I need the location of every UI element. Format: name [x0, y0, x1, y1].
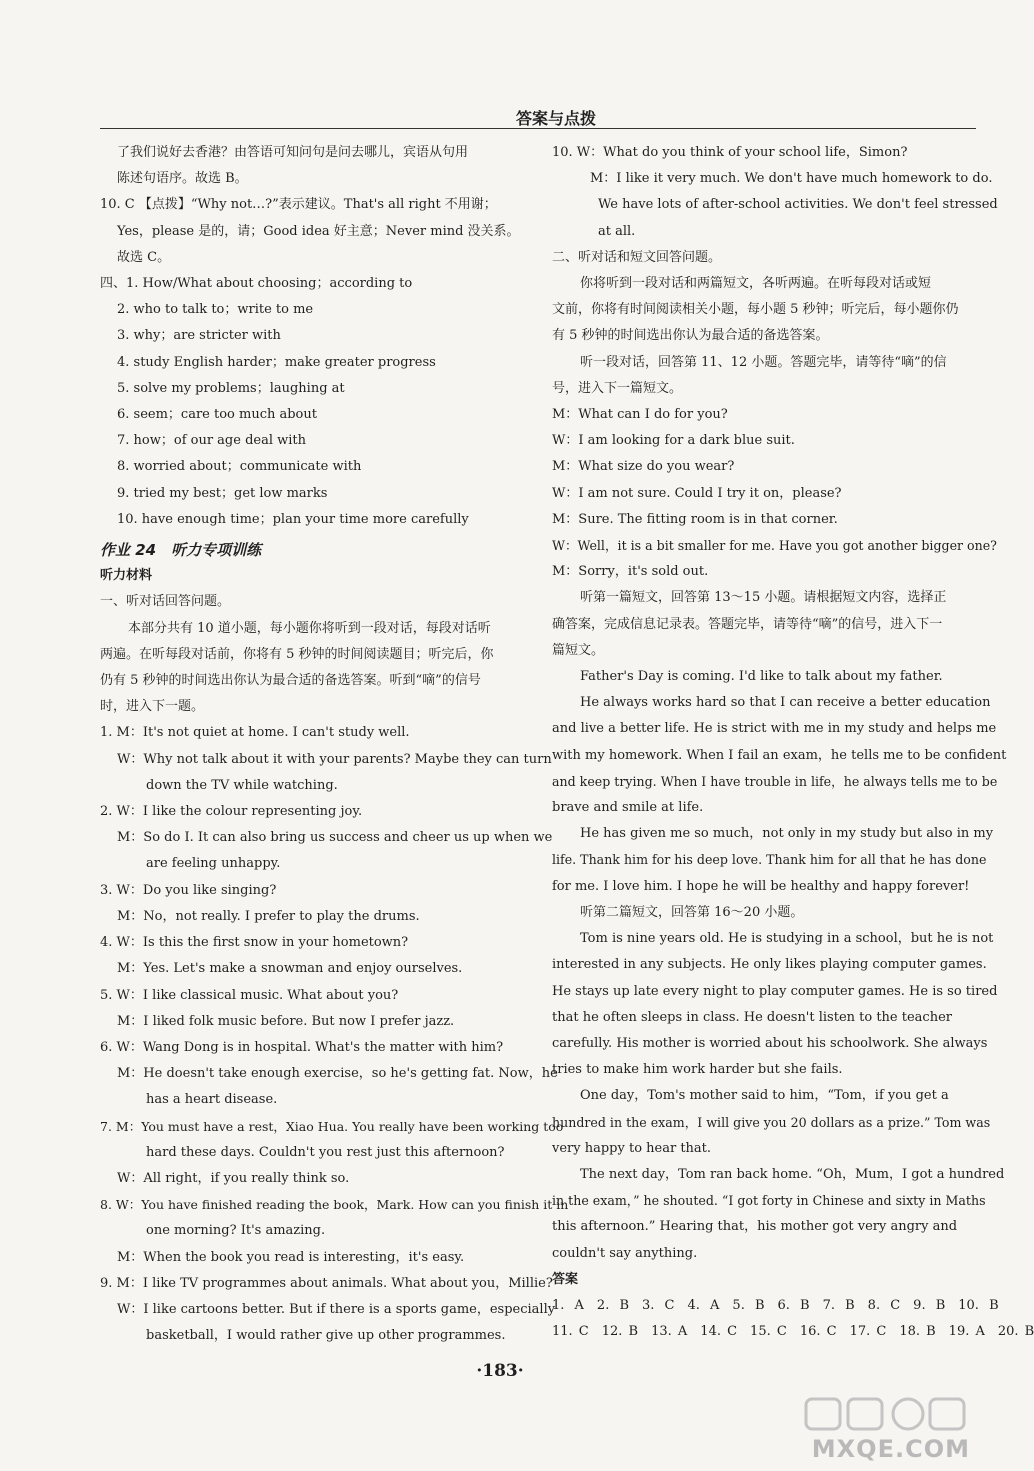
dialogue-line: W：I like cartoons better. But if there is a sports game，especially	[117, 1301, 556, 1317]
dialogue-line: 9. M：I like TV programmes about animals. What about you，Millie?	[100, 1275, 553, 1291]
passage-line: One day，Tom's mother said to him，“Tom，if you get a	[580, 1088, 949, 1104]
dialogue-line: 5. W：I like classical music. What about you?	[100, 987, 399, 1003]
left-column	[100, 140, 569, 1349]
text-line: 2. who to talk to；write to me	[117, 302, 314, 318]
dialogue-line: 6. W：Wang Dong is in hospital. What's the matter with him?	[100, 1039, 504, 1055]
dialogue-line: M：Yes. Let's make a snowman and enjoy ourselves.	[117, 961, 463, 977]
dialogue-line: We have lots of after-school activities. We don't feel stressed	[598, 197, 998, 213]
dialogue-line: hard these days. Couldn't you rest just this afternoon?	[146, 1144, 505, 1160]
passage-line: very happy to hear that.	[552, 1140, 712, 1156]
dialogue-line: M：I like it very much. We don't have much homework to do.	[590, 171, 993, 187]
passage-line: The next day，Tom ran back home. “Oh，Mum，I got a hundred	[580, 1166, 1005, 1182]
dialogue-line: W：All right，if you really think so.	[117, 1170, 350, 1186]
passage-line: He stays up late every night to play computer games. He is so tired	[552, 983, 998, 999]
passage-line: life. Thank him for his deep love. Thank him for all that he has done	[552, 852, 987, 868]
text-line: 文前，你将有时间阅读相关小题，每小题 5 秒钟；听完后，每小题你仍	[552, 302, 959, 318]
dialogue-line: 10. W：What do you think of your school life，Simon?	[552, 145, 908, 160]
section-title: 作业 24 听力专项训练	[100, 541, 262, 560]
dialogue-line: 8. W：You have finished reading the book，Mark. How can you finish it in	[100, 1197, 569, 1213]
dialogue-line: W：Why not talk about it with your parents? Maybe they can turn	[117, 751, 552, 767]
dialogue-line: 7. M：You must have a rest，Xiao Hua. You really have been working too	[100, 1118, 564, 1134]
passage-line: hundred in the exam，I will give you 20 dollars as a prize.” Tom was	[552, 1114, 991, 1130]
dialogue-line: M：No，not really. I prefer to play the drums.	[117, 908, 420, 924]
passage-line: tries to make him work harder but she fails.	[552, 1062, 843, 1078]
text-line: 确答案，完成信息记录表。答题完毕，请等待“嘀”的信号，进入下一	[552, 616, 943, 632]
dialogue-line: basketball，I would rather give up other programmes.	[146, 1328, 506, 1344]
dialogue-line: 2. W：I like the colour representing joy.	[100, 804, 363, 820]
text-line: 故选 C。	[117, 249, 171, 265]
passage-line: this afternoon.” Hearing that，his mother got very angry and	[552, 1219, 958, 1235]
dialogue-line: W：I am looking for a dark blue suit.	[552, 433, 795, 449]
passage-line: that he often sleeps in class. He doesn't listen to the teacher	[552, 1009, 952, 1025]
text-line: 听一段对话，回答第 11、12 小题。答题完毕，请等待“嘀”的信	[580, 354, 947, 370]
passage-line: couldn't say anything.	[552, 1245, 698, 1261]
text-line: 4. study English harder；make greater progress	[117, 354, 436, 370]
part1-title: 一、听对话回答问题。	[100, 594, 231, 610]
text-line: 7. how；of our age deal with	[117, 433, 307, 449]
dialogue-line: M：What can I do for you?	[552, 407, 728, 423]
text-line: 篇短文。	[552, 642, 605, 658]
header-title: 答案与点拨	[515, 109, 596, 128]
material-label: 听力材料	[100, 568, 153, 584]
text-line: 10. C 【点拨】“Why not…?”表示建议。That's all right 不用谢；	[100, 197, 497, 213]
dialogue-line: W：I am not sure. Could I try it on，please?	[552, 485, 842, 501]
dialogue-line: 4. W：Is this the first snow in your hometown?	[100, 935, 409, 951]
passage-line: brave and smile at life.	[552, 800, 704, 816]
dialogue-line: are feeling unhappy.	[146, 856, 281, 872]
text-line: 四、1. How/What about choosing；according to	[100, 276, 413, 292]
dialogue-line: M：I liked folk music before. But now I prefer jazz.	[117, 1013, 455, 1029]
dialogue-line: 1. M：It's not quiet at home. I can't study well.	[100, 725, 410, 741]
dialogue-line: M：So do I. It can also bring us success and cheer us up when we	[117, 830, 553, 846]
text-line: 有 5 秒钟的时间选出你认为最合适的备选答案。	[552, 328, 829, 344]
text-line: 了我们说好去香港？由答语可知问句是问去哪儿，宾语从句用	[117, 145, 469, 160]
passage-line: Tom is nine years old. He is studying in a school，but he is not	[580, 931, 994, 947]
answer-row: 11. C 12. B 13. A 14. C 15. C 16. C 17. C 18. B 19. A 20. B	[552, 1324, 1034, 1340]
text-line: 8. worried about；communicate with	[117, 459, 362, 475]
watermark-text: MXQE.COM	[811, 1435, 970, 1463]
dialogue-line: M：Sure. The fitting room is in that corner.	[552, 511, 838, 527]
right-column	[552, 140, 1034, 1345]
text-line: 时，进入下一题。	[100, 699, 205, 715]
text-line: 3. why；are stricter with	[117, 328, 281, 344]
answer-row: 1. A 2. B 3. C 4. A 5. B 6. B 7. B 8. C 9. B 10. B	[552, 1297, 999, 1313]
text-line: 听第一篇短文，回答第 13～15 小题。请根据短文内容，选择正	[580, 590, 947, 606]
passage-line: interested in any subjects. He only likes playing computer games.	[552, 957, 987, 973]
text-line: 仍有 5 秒钟的时间选出你认为最合适的备选答案。听到“嘀”的信号	[100, 673, 481, 689]
answers-label: 答案	[552, 1271, 579, 1287]
passage-line: and keep trying. When I have trouble in life，he always tells me to be	[552, 773, 998, 789]
text-line: 你将听到一段对话和两篇短文，各听两遍。在听每段对话或短	[580, 276, 932, 292]
dialogue-line: down the TV while watching.	[146, 777, 338, 793]
text-line: 9. tried my best；get low marks	[117, 485, 328, 501]
dialogue-line: 3. W：Do you like singing?	[100, 882, 277, 898]
passage-line: carefully. His mother is worried about his schoolwork. She always	[552, 1035, 988, 1051]
passage-line: Father's Day is coming. I'd like to talk about my father.	[580, 669, 943, 685]
passage-line: for me. I love him. I hope he will be healthy and happy forever!	[552, 878, 970, 894]
passage-line: and live a better life. He is strict with me in my study and helps me	[552, 721, 997, 737]
part2-title: 二、听对话和短文回答问题。	[552, 249, 722, 265]
dialogue-line: M：When the book you read is interesting，it's easy.	[117, 1249, 465, 1265]
passage-line: with my homework. When I fail an exam，he tells me to be confident	[552, 747, 1007, 763]
passage-line: in the exam，” he shouted. “I got forty in Chinese and sixty in Maths	[552, 1193, 986, 1209]
text-line: 陈述句语序。故选 B。	[117, 171, 248, 187]
page-header	[100, 100, 976, 129]
dialogue-line: at all.	[598, 223, 636, 239]
text-line: 10. have enough time；plan your time more carefully	[117, 511, 469, 527]
text-line: 6. seem；care too much about	[117, 407, 317, 423]
page-number: ·183·	[476, 1361, 524, 1381]
dialogue-line: M：What size do you wear?	[552, 459, 735, 475]
text-line: 本部分共有 10 道小题，每小题你将听到一段对话，每段对话听	[128, 620, 491, 636]
text-line: 号，进入下一篇短文。	[552, 380, 683, 396]
dialogue-line: M：He doesn't take enough exercise，so he's getting fat. Now，he	[117, 1066, 558, 1082]
dialogue-line: one morning? It's amazing.	[146, 1223, 326, 1239]
text-line: Yes，please 是的，请；Good idea 好主意；Never mind 没关系。	[117, 223, 520, 239]
dialogue-line: has a heart disease.	[146, 1092, 278, 1108]
passage-line: He has given me so much，not only in my study but also in my	[580, 826, 994, 842]
text-line: 5. solve my problems；laughing at	[117, 380, 345, 396]
text-line: 听第二篇短文，回答第 16～20 小题。	[580, 904, 804, 920]
dialogue-line: W：Well，it is a bit smaller for me. Have you got another bigger one?	[552, 538, 997, 554]
dialogue-line: M：Sorry，it's sold out.	[552, 564, 709, 580]
text-line: 两遍。在听每段对话前，你将有 5 秒钟的时间阅读题目；听完后，你	[100, 646, 494, 662]
passage-line: He always works hard so that I can receive a better education	[580, 695, 991, 711]
